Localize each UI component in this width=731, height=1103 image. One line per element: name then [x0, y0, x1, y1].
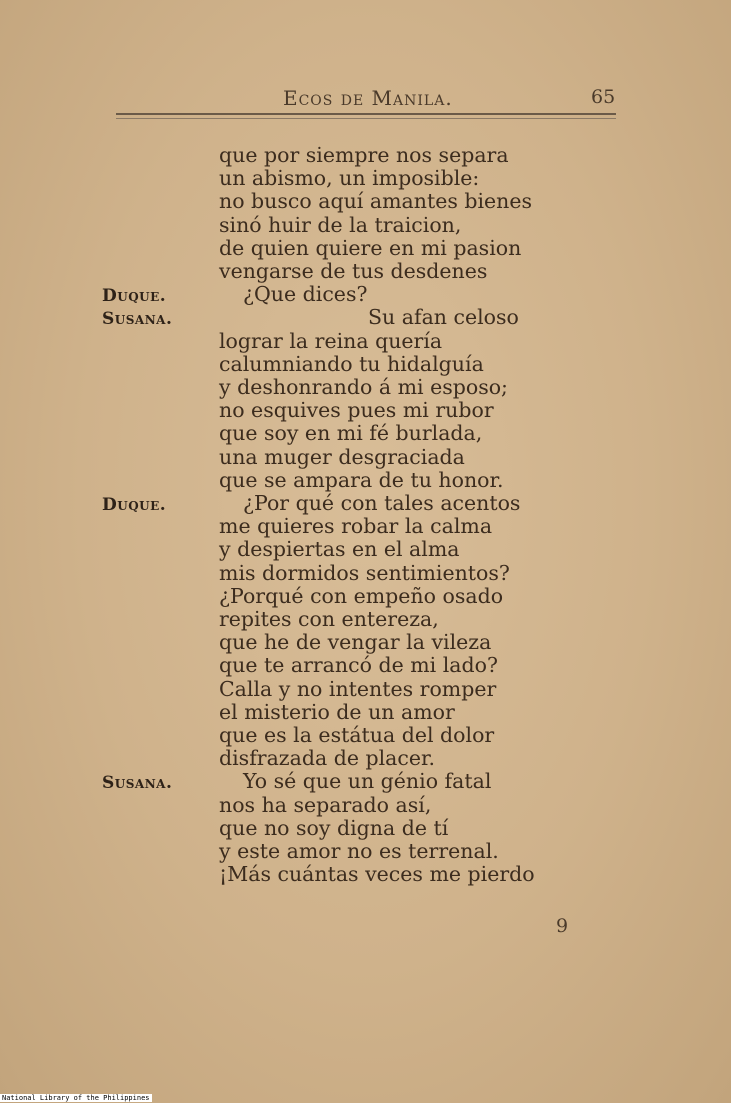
verse-line: un abismo, un imposible: — [219, 166, 480, 191]
verse-line: una muger desgraciada — [219, 444, 465, 469]
verse-line: que se ampara de tu honor. — [219, 467, 504, 492]
speaker-label: Susana. — [102, 773, 173, 794]
verse-line: y este amor no es terrenal. — [219, 839, 499, 863]
verse-line: que te arrancó de mi lado? — [219, 653, 498, 678]
verse-line: Calla y no intentes romper — [219, 676, 497, 701]
verse-line: que es la estátua del dolor — [219, 723, 495, 747]
verse-line: ¿Porqué con empeño osado — [219, 583, 504, 608]
verse-line: Su afan celoso — [368, 305, 519, 330]
page-number: 65 — [591, 86, 616, 108]
verse-line: repites con entereza, — [219, 607, 439, 631]
footer-credit: National Library of the Philippines — [2, 1094, 150, 1102]
verse-line: vengarse de tus desdenes — [219, 259, 488, 283]
speaker-label: Duque. — [102, 495, 167, 515]
verse-line: nos ha separado así, — [219, 792, 432, 817]
verse-line: no busco aquí amantes bienes — [219, 189, 533, 214]
verse-line: ¿Que dices? — [243, 282, 368, 307]
header-rule-thin — [116, 118, 616, 119]
verse-line: Yo sé que un génio fatal — [243, 769, 492, 794]
verse-line: ¿Por qué con tales acentos — [243, 491, 521, 515]
verse-line: calumniando tu hidalguía — [219, 351, 484, 376]
verse-line: que por siempre nos separa — [219, 143, 509, 167]
signature-mark: 9 — [556, 915, 569, 937]
verse-line: el misterio de un amor — [219, 699, 455, 724]
verse-line: que no soy digna de tí — [219, 815, 449, 840]
verse-line: que he de vengar la vileza — [219, 630, 492, 655]
verse-line: y despiertas en el alma — [219, 537, 460, 562]
verse-line: mis dormidos sentimientos? — [219, 560, 510, 585]
speaker-label: Susana. — [102, 309, 173, 330]
verse-line: sinó huir de la traicion, — [219, 212, 462, 237]
running-title: Ecos de Manila. — [283, 86, 453, 110]
verse-line: y deshonrando á mi esposo; — [219, 375, 508, 399]
verse-line: de quien quiere en mi pasion — [219, 235, 522, 260]
verse-line: ¡Más cuántas veces me pierdo — [219, 862, 535, 887]
verse-line: disfrazada de placer. — [219, 746, 436, 771]
speaker-label: Duque. — [102, 286, 167, 307]
verse-line: que soy en mi fé burlada, — [219, 421, 483, 446]
page-header — [0, 86, 731, 116]
verse-line: no esquives pues mi rubor — [219, 398, 494, 423]
verse-line: lograr la reina quería — [219, 328, 443, 353]
verse-line: me quieres robar la calma — [219, 514, 493, 539]
header-rule — [116, 113, 616, 115]
